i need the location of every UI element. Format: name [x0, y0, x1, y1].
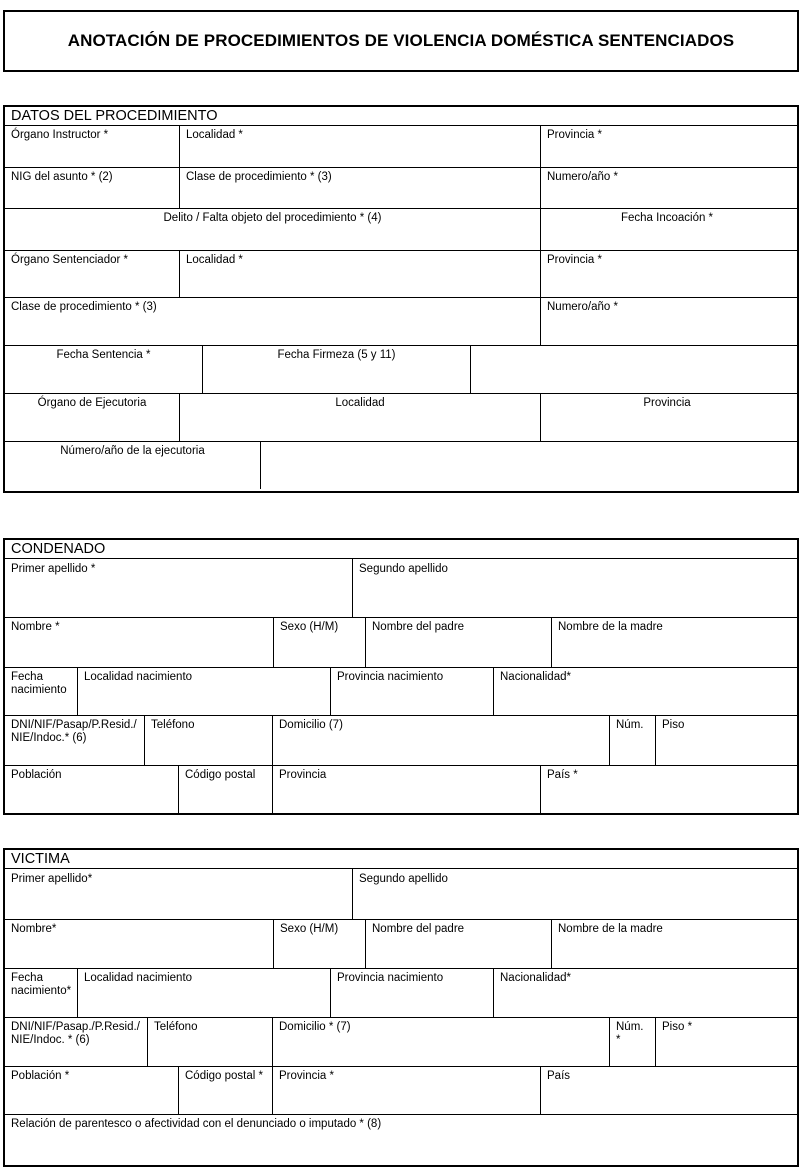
condenado-sexo-field[interactable] — [274, 618, 365, 667]
condenado-provincia-nacimiento-field[interactable] — [331, 668, 493, 715]
form-title: ANOTACIÓN DE PROCEDIMIENTOS DE VIOLENCIA DOMÉSTICA SENTENCIADOS — [67, 31, 735, 50]
condenado-nacionalidad-label: Nacionalidad* — [500, 671, 571, 683]
victima-codigo-postal-label: Código postal * — [185, 1070, 263, 1082]
condenado-nacionalidad-field[interactable] — [494, 668, 793, 715]
victima-poblacion-label: Población * — [11, 1070, 70, 1082]
provincia-sentenciador-field[interactable] — [541, 251, 793, 297]
victima-provincia-nacimiento-label: Provincia nacimiento — [337, 972, 444, 984]
victima-localidad-nacimiento-field[interactable] — [78, 969, 330, 1017]
provincia-label: Provincia * — [547, 129, 602, 141]
condenado-primer-apellido-field[interactable] — [5, 560, 352, 617]
condenado-sexo-label: Sexo (H/M) — [280, 621, 339, 633]
condenado-poblacion-label: Población — [11, 769, 62, 781]
victima-codigo-postal-field[interactable] — [179, 1067, 272, 1114]
numero-ejecutoria-field[interactable] — [5, 442, 260, 489]
section-title-procedimiento: DATOS DEL PROCEDIMIENTO — [5, 107, 797, 126]
condenado-piso-field[interactable] — [656, 716, 793, 765]
victima-primer-apellido-field[interactable] — [5, 870, 352, 919]
condenado-nombre-madre-field[interactable] — [552, 618, 793, 667]
fecha-firmeza-label: Fecha Firmeza (5 y 11) — [277, 349, 396, 361]
victima-segundo-apellido-label: Segundo apellido — [359, 873, 448, 885]
condenado-poblacion-field[interactable] — [5, 766, 178, 813]
form-title-box — [3, 10, 799, 72]
clase-procedimiento-field[interactable] — [180, 168, 540, 208]
victima-nombre-madre-label: Nombre de la madre — [558, 923, 663, 935]
victima-localidad-nacimiento-label: Localidad nacimiento — [84, 972, 193, 984]
condenado-fecha-nacimiento-label-1: Fecha — [11, 671, 43, 683]
victima-provincia-nacimiento-field[interactable] — [331, 969, 493, 1017]
numero-anio-field[interactable] — [541, 168, 793, 208]
organo-instructor-label: Órgano Instructor * — [11, 129, 109, 141]
fecha-incoacion-label: Fecha Incoación * — [620, 212, 714, 224]
condenado-fecha-nacimiento-label-2: nacimiento — [11, 684, 67, 696]
victima-fecha-nacimiento-label-1: Fecha — [11, 972, 43, 984]
condenado-nombre-madre-label: Nombre de la madre — [558, 621, 663, 633]
delito-label: Delito / Falta objeto del procedimiento * (4) — [163, 212, 382, 224]
victima-segundo-apellido-field[interactable] — [353, 870, 793, 919]
condenado-telefono-field[interactable] — [145, 716, 272, 765]
clase-procedimiento-sentencia-label: Clase de procedimiento * (3) — [11, 301, 157, 313]
condenado-domicilio-field[interactable] — [273, 716, 609, 765]
condenado-localidad-nacimiento-label: Localidad nacimiento — [84, 671, 193, 683]
condenado-domicilio-label: Domicilio (7) — [279, 719, 343, 731]
victima-relacion-field[interactable] — [5, 1115, 793, 1161]
fecha-incoacion-field[interactable] — [541, 209, 793, 250]
victima-dni-field[interactable] — [5, 1018, 147, 1066]
victima-num-label: Núm. * — [616, 1021, 644, 1046]
victima-piso-field[interactable] — [656, 1018, 793, 1066]
condenado-dni-label-2: NIE/Indoc.* (6) — [11, 732, 87, 744]
condenado-segundo-apellido-field[interactable] — [353, 560, 793, 617]
nig-field[interactable] — [5, 168, 179, 208]
victima-poblacion-field[interactable] — [5, 1067, 178, 1114]
section-victima — [3, 848, 799, 1167]
localidad-sentenciador-field[interactable] — [180, 251, 540, 297]
section-title-condenado: CONDENADO — [5, 540, 797, 559]
victima-provincia-label: Provincia * — [279, 1070, 334, 1082]
condenado-nombre-padre-label: Nombre del padre — [372, 621, 465, 633]
condenado-provincia-label: Provincia — [279, 769, 327, 781]
condenado-segundo-apellido-label: Segundo apellido — [359, 563, 448, 575]
victima-domicilio-field[interactable] — [273, 1018, 609, 1066]
localidad-sentenciador-label: Localidad * — [186, 254, 243, 266]
localidad-field[interactable] — [180, 126, 540, 167]
condenado-nombre-field[interactable] — [5, 618, 273, 667]
condenado-num-field[interactable] — [610, 716, 655, 765]
organo-ejecutoria-field[interactable] — [5, 394, 179, 441]
condenado-nombre-padre-field[interactable] — [366, 618, 551, 667]
condenado-pais-field[interactable] — [541, 766, 793, 813]
localidad-ejecutoria-field[interactable] — [180, 394, 540, 441]
victima-pais-label: País — [547, 1070, 571, 1082]
victima-relacion-label: Relación de parentesco o afectividad con el denunciado o imputado * (8) — [11, 1118, 382, 1130]
victima-sexo-field[interactable] — [274, 920, 365, 968]
localidad-ejecutoria-label: Localidad — [335, 397, 385, 409]
condenado-localidad-nacimiento-field[interactable] — [78, 668, 330, 715]
delito-field[interactable] — [5, 209, 540, 250]
condenado-codigo-postal-field[interactable] — [179, 766, 272, 813]
victima-telefono-field[interactable] — [148, 1018, 272, 1066]
provincia-field[interactable] — [541, 126, 793, 167]
victima-nacionalidad-label: Nacionalidad* — [500, 972, 571, 984]
numero-anio-sentencia-label: Numero/año * — [547, 301, 618, 313]
victima-fecha-nacimiento-field[interactable] — [5, 969, 77, 1017]
provincia-ejecutoria-label: Provincia — [643, 397, 691, 409]
numero-anio-sentencia-field[interactable] — [541, 298, 793, 345]
victima-fecha-nacimiento-label-2: nacimiento* — [11, 985, 72, 997]
victima-nacionalidad-field[interactable] — [494, 969, 793, 1017]
victima-nombre-padre-label: Nombre del padre — [372, 923, 465, 935]
numero-ejecutoria-value[interactable] — [261, 442, 793, 489]
victima-piso-label: Piso * — [662, 1021, 693, 1033]
condenado-codigo-postal-label: Código postal — [185, 769, 256, 781]
condenado-dni-field[interactable] — [5, 716, 144, 765]
organo-sentenciador-field[interactable] — [5, 251, 179, 297]
localidad-label: Localidad * — [186, 129, 243, 141]
clase-procedimiento-label: Clase de procedimiento * (3) — [186, 171, 332, 183]
victima-telefono-label: Teléfono — [154, 1021, 198, 1033]
condenado-telefono-label: Teléfono — [151, 719, 195, 731]
organo-sentenciador-label: Órgano Sentenciador * — [11, 254, 128, 266]
condenado-primer-apellido-label: Primer apellido * — [11, 563, 96, 575]
victima-dni-label-2: NIE/Indoc. * (6) — [11, 1034, 90, 1046]
section-condenado — [3, 538, 799, 815]
victima-nombre-padre-field[interactable] — [366, 920, 551, 968]
victima-nombre-madre-field[interactable] — [552, 920, 793, 968]
victima-nombre-label: Nombre* — [11, 923, 57, 935]
fecha-sentencia-field[interactable] — [5, 346, 202, 393]
condenado-provincia-nacimiento-label: Provincia nacimiento — [337, 671, 444, 683]
provincia-sentenciador-label: Provincia * — [547, 254, 602, 266]
condenado-nombre-label: Nombre * — [11, 621, 60, 633]
condenado-pais-label: País * — [547, 769, 578, 781]
blank-field[interactable] — [471, 346, 793, 393]
section-title-victima: VICTIMA — [5, 850, 797, 869]
organo-ejecutoria-label: Órgano de Ejecutoria — [37, 397, 147, 409]
victima-sexo-label: Sexo (H/M) — [280, 923, 339, 935]
victima-dni-label-1: DNI/NIF/Pasap./P.Resid./ — [11, 1021, 140, 1033]
numero-ejecutoria-label: Número/año de la ejecutoria — [60, 445, 205, 457]
victima-domicilio-label: Domicilio * (7) — [279, 1021, 351, 1033]
clase-procedimiento-sentencia-field[interactable] — [5, 298, 540, 345]
victima-primer-apellido-label: Primer apellido* — [11, 873, 93, 885]
condenado-provincia-field[interactable] — [273, 766, 540, 813]
victima-provincia-field[interactable] — [273, 1067, 540, 1114]
condenado-fecha-nacimiento-field[interactable] — [5, 668, 77, 715]
condenado-num-label: Núm. — [616, 719, 644, 731]
condenado-dni-label-1: DNI/NIF/Pasap/P.Resid./ — [11, 719, 137, 731]
organo-instructor-field[interactable] — [5, 126, 179, 167]
section-procedimiento — [3, 105, 799, 493]
victima-num-field[interactable] — [610, 1018, 655, 1066]
condenado-piso-label: Piso — [662, 719, 685, 731]
victima-pais-field[interactable] — [541, 1067, 793, 1114]
victima-nombre-field[interactable] — [5, 920, 273, 968]
fecha-sentencia-label: Fecha Sentencia * — [56, 349, 151, 361]
provincia-ejecutoria-field[interactable] — [541, 394, 793, 441]
fecha-firmeza-field[interactable] — [203, 346, 470, 393]
nig-label: NIG del asunto * (2) — [11, 171, 113, 183]
numero-anio-label: Numero/año * — [547, 171, 618, 183]
